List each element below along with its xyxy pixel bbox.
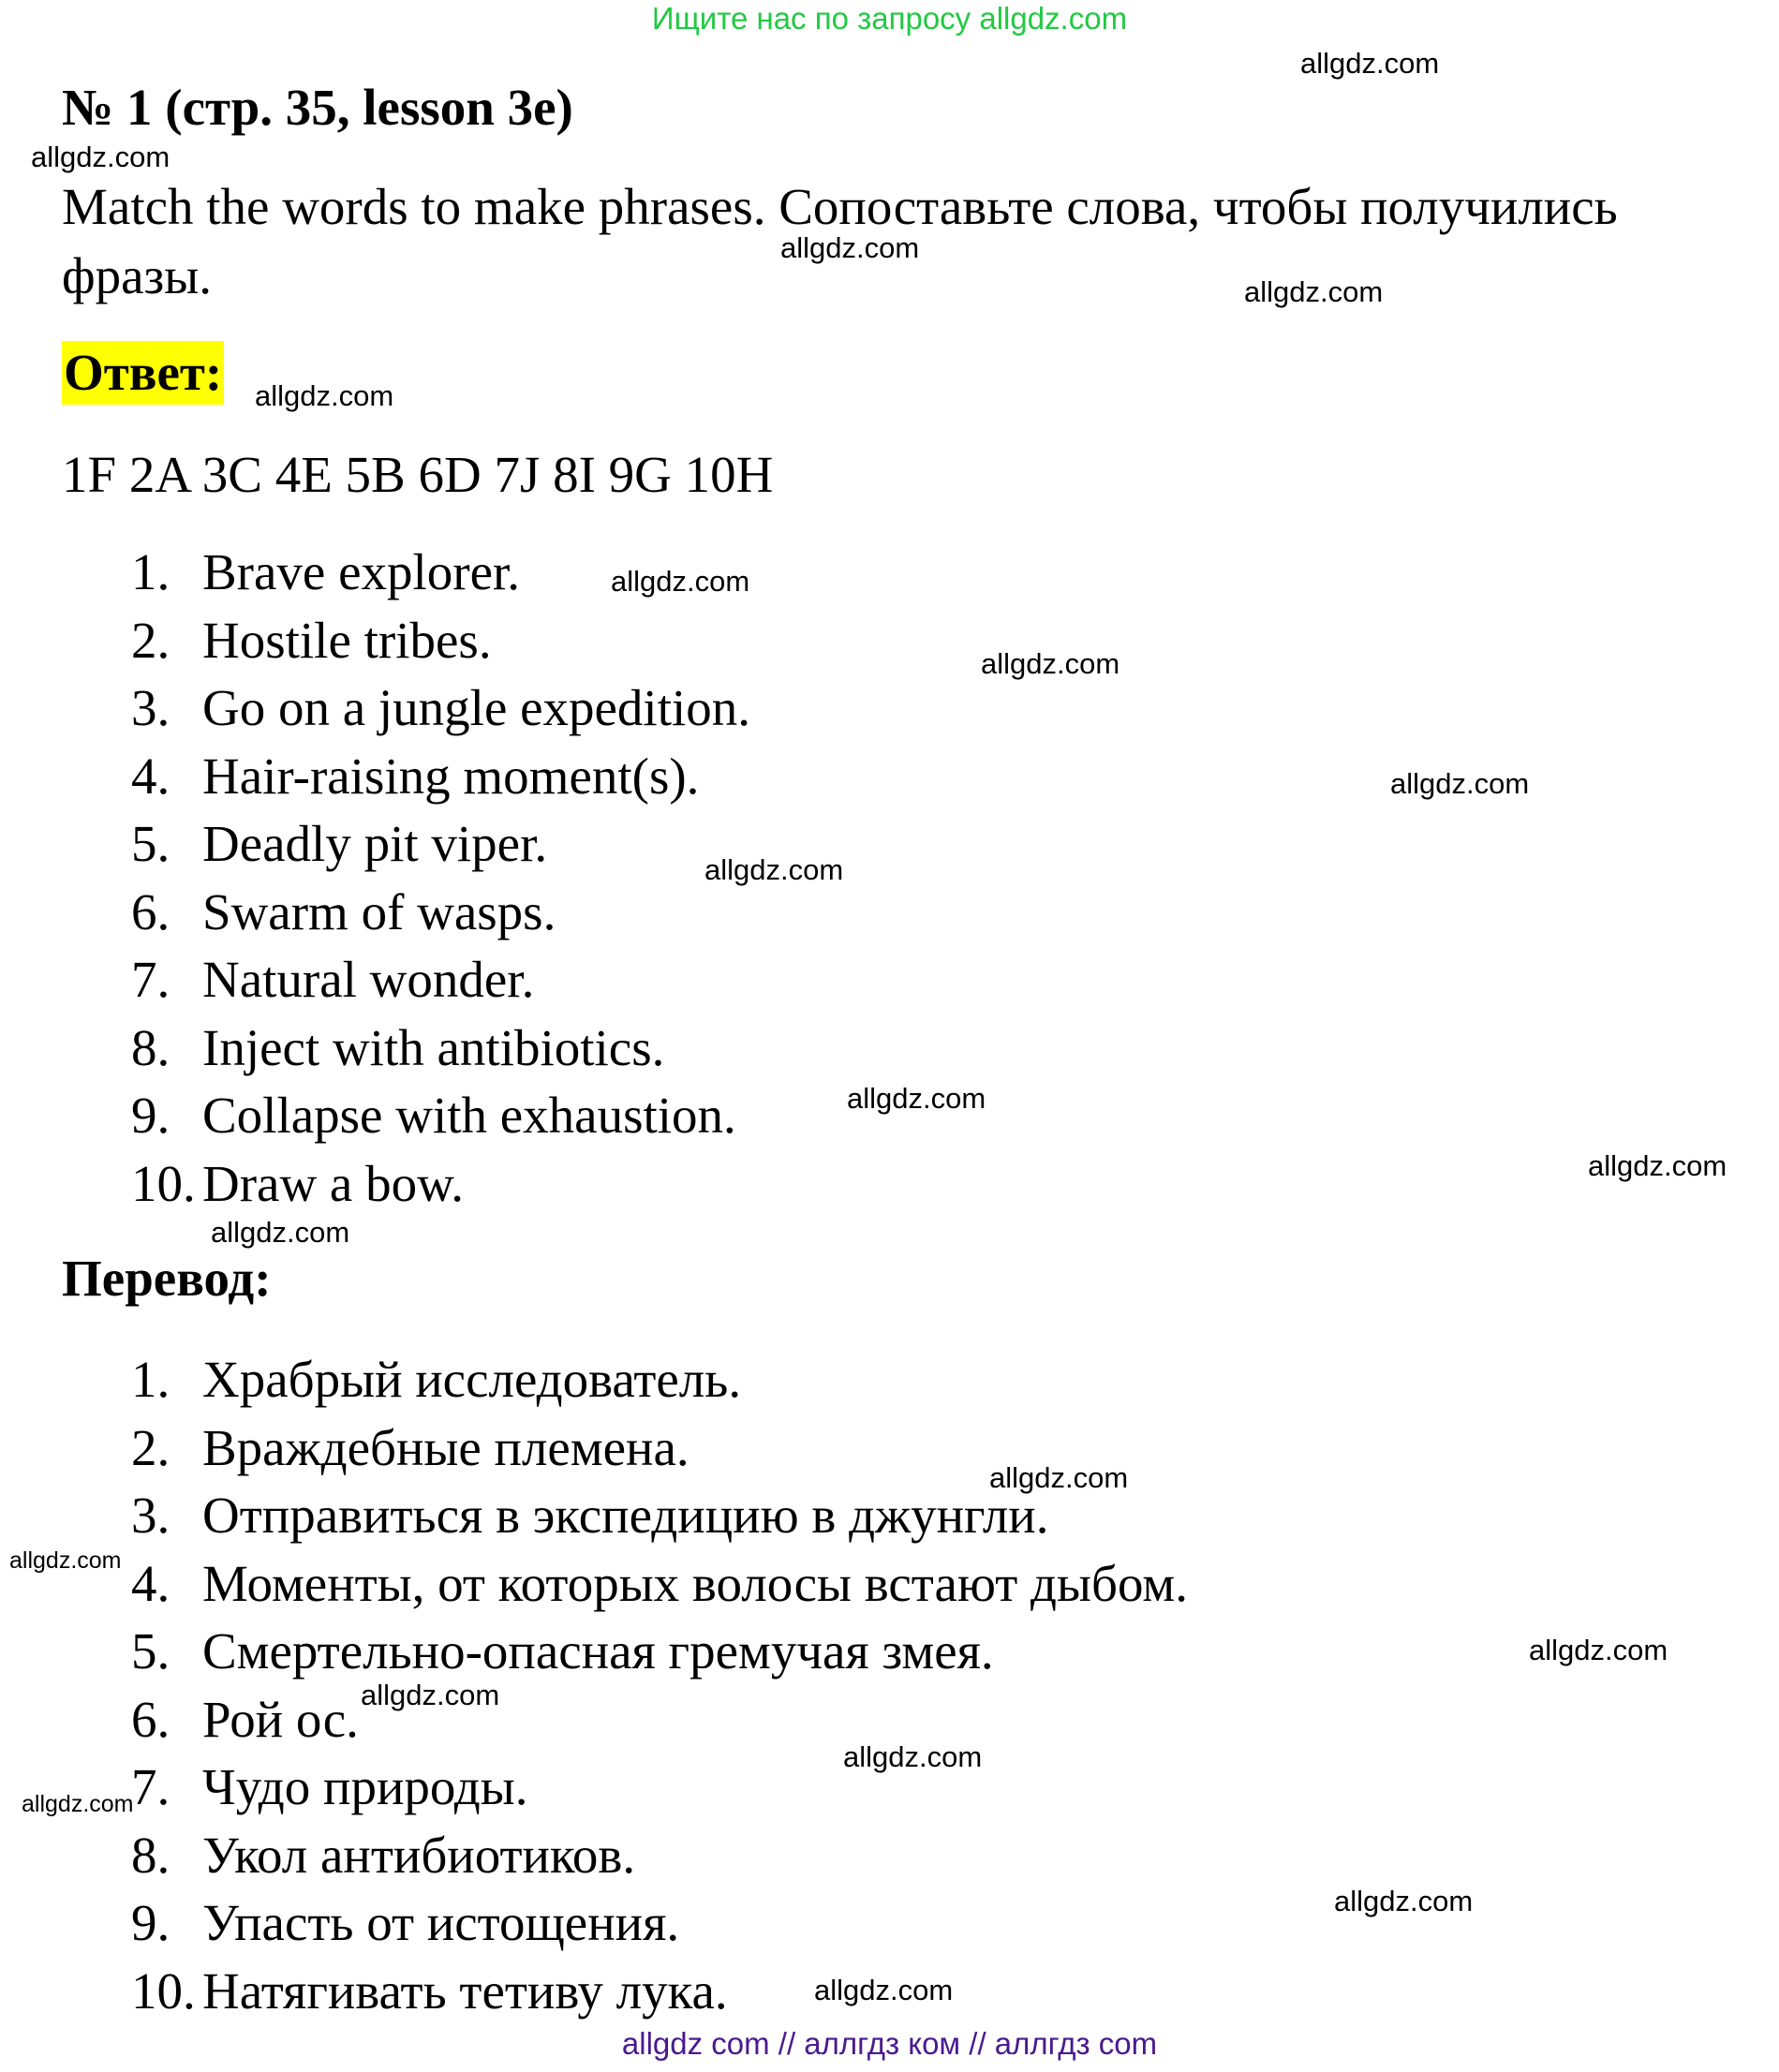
footer-watermark: allgdz com // аллгдз ком // аллгдз com: [621, 2026, 1158, 2061]
watermark: allgdz.com: [981, 647, 1120, 680]
item-text: Отправиться в экспедицию в джунгли.: [202, 1487, 1049, 1544]
watermark: allgdz.com: [31, 141, 170, 173]
list-item: [131, 674, 750, 743]
item-text: Смертельно-опасная гремучая змея.: [202, 1622, 994, 1680]
item-number: 2.: [131, 1418, 170, 1476]
item-text: Моменты, от которых волосы встают дыбом.: [202, 1554, 1188, 1612]
list-item: [131, 1082, 750, 1150]
list-item: [131, 743, 750, 811]
list-item: [131, 1958, 1188, 2026]
item-text: Go on a jungle expedition.: [202, 679, 751, 736]
item-number: 3.: [131, 679, 170, 736]
item-number: 7.: [131, 1758, 170, 1815]
item-text: Враждебные племена.: [202, 1418, 689, 1476]
item-text: Укол антибиотиков.: [202, 1826, 636, 1884]
item-number: 4.: [131, 1554, 170, 1612]
item-number: 7.: [131, 951, 170, 1008]
item-text: Natural wonder.: [202, 951, 535, 1008]
watermark: allgdz.com: [1390, 767, 1530, 800]
watermark: allgdz.com: [211, 1216, 350, 1249]
list-item: [131, 1754, 1188, 1822]
list-item: [131, 810, 750, 879]
watermark: allgdz.com: [255, 379, 394, 412]
item-text: Натягивать тетиву лука.: [202, 1961, 728, 2020]
item-number: 3.: [131, 1487, 170, 1544]
watermark: allgdz.com: [780, 231, 920, 264]
list-item: [131, 1014, 750, 1083]
watermark: allgdz.com: [847, 1082, 986, 1115]
item-text: Hostile tribes.: [202, 611, 492, 669]
item-number: 8.: [131, 1018, 170, 1076]
item-text: Swarm of wasps.: [202, 882, 556, 940]
answer-key: 1F 2A 3C 4E 5B 6D 7J 8I 9G 10H: [62, 446, 774, 503]
watermark: allgdz.com: [1334, 1885, 1474, 1917]
instruction-text: Match the words to make phrases. Сопоставьте слова, чтобы получились фразы.: [62, 178, 1618, 304]
list-item: [131, 607, 750, 675]
item-number: 9.: [131, 1087, 170, 1144]
item-text: Храбрый исследователь.: [202, 1351, 742, 1408]
item-number: 1.: [131, 1351, 170, 1408]
list-item: [131, 1150, 750, 1219]
watermark: allgdz.com: [1300, 47, 1440, 80]
item-number: 6.: [131, 882, 170, 940]
item-number: 9.: [131, 1894, 170, 1951]
watermark: allgdz.com: [1588, 1149, 1727, 1182]
list-item: [131, 1889, 1188, 1958]
item-text: Чудо природы.: [202, 1758, 528, 1815]
answer-label: Ответ:: [62, 341, 224, 405]
watermark: allgdz.com: [989, 1461, 1129, 1494]
phrase-list: [131, 539, 750, 1218]
translation-heading: Перевод:: [62, 1250, 272, 1307]
translation-list: [131, 1346, 1188, 2025]
item-text: Inject with antibiotics.: [202, 1018, 665, 1076]
watermark: allgdz.com: [1244, 275, 1384, 308]
watermark: allgdz.com: [814, 1974, 954, 2006]
item-number: 4.: [131, 747, 170, 805]
exercise-title: № 1 (стр. 35, lesson 3e): [62, 79, 573, 136]
watermark: allgdz.com: [704, 853, 844, 886]
list-item: [131, 1550, 1188, 1619]
list-item: [131, 1686, 1188, 1754]
watermark: allgdz.com: [361, 1679, 500, 1711]
list-item: [131, 879, 750, 947]
watermark: allgdz.com: [9, 1547, 122, 1574]
item-text: Deadly pit viper.: [202, 815, 548, 872]
item-number: 6.: [131, 1690, 170, 1748]
list-item: [131, 946, 750, 1014]
item-text: Hair-raising moment(s).: [202, 747, 700, 805]
item-number: 10.: [131, 1961, 196, 2020]
list-item: [131, 1822, 1188, 1890]
item-text: Collapse with exhaustion.: [202, 1087, 736, 1144]
watermark: allgdz.com: [1529, 1634, 1668, 1666]
item-number: 1.: [131, 543, 170, 600]
item-number: 8.: [131, 1826, 170, 1884]
top-banner: Ищите нас по запросу allgdz.com: [651, 1, 1128, 36]
item-number: 2.: [131, 611, 170, 669]
list-item: [131, 1346, 1188, 1414]
item-number: 5.: [131, 815, 170, 872]
item-text: Рой ос.: [202, 1690, 359, 1748]
item-text: Упасть от истощения.: [202, 1894, 680, 1951]
item-text: Brave explorer.: [202, 543, 521, 600]
item-number: 10.: [131, 1154, 196, 1212]
watermark: allgdz.com: [611, 565, 750, 598]
item-text: Draw a bow.: [202, 1154, 464, 1212]
watermark: allgdz.com: [22, 1791, 134, 1817]
watermark: allgdz.com: [843, 1740, 983, 1773]
item-number: 5.: [131, 1622, 170, 1680]
list-item: [131, 1618, 1188, 1686]
